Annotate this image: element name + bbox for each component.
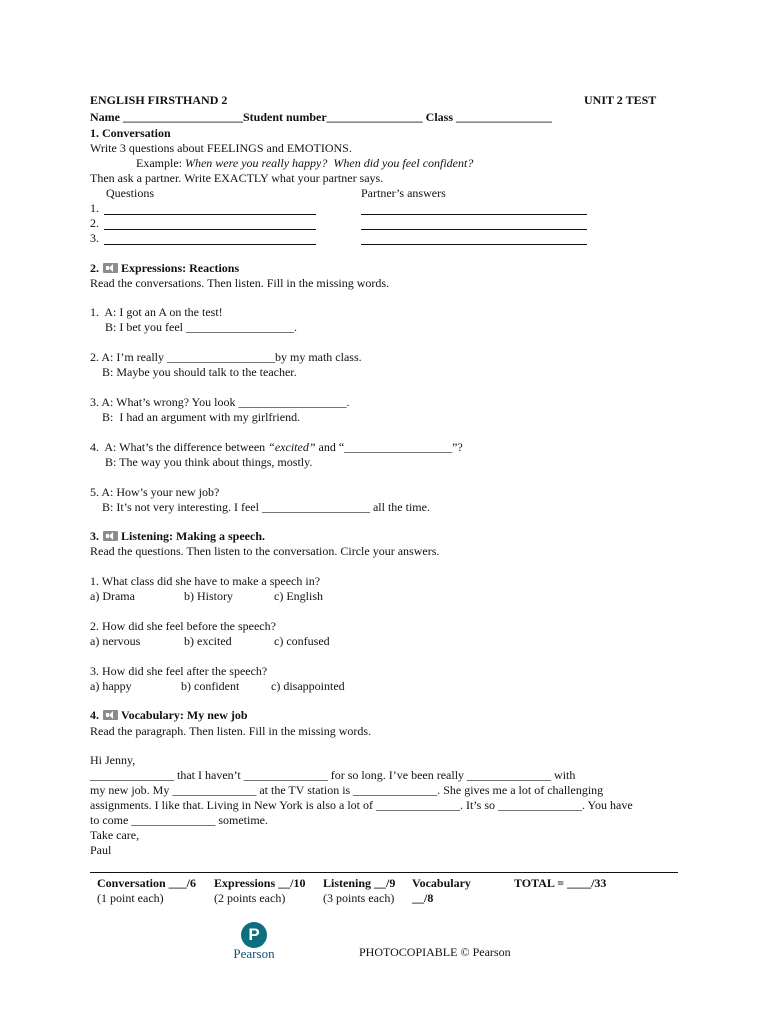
- speaker-icon: [103, 710, 118, 720]
- pearson-p-icon: P: [241, 922, 267, 948]
- question-row-number: 2.: [90, 216, 99, 230]
- answer-3-line[interactable]: [361, 244, 587, 245]
- speaker-icon: [103, 263, 118, 273]
- expression-5-b: B: It’s not very interesting. I feel __________________ all the time.: [90, 500, 430, 514]
- expression-2-b: B: Maybe you should talk to the teacher.: [90, 365, 297, 379]
- letter-line: Paul: [90, 843, 112, 857]
- letter-line: to come ______________ sometime.: [90, 813, 268, 827]
- score-divider: [90, 872, 678, 873]
- expression-3-b: B: I had an argument with my girlfriend.: [90, 410, 301, 424]
- section2-title: [90, 261, 239, 275]
- score-vocabulary-value: __/8: [412, 891, 434, 905]
- section3-title: [90, 529, 265, 543]
- listening-question-3: 3. How did she feel after the speech?: [90, 664, 268, 678]
- section1-title: 1. Conversation: [90, 126, 171, 140]
- example-label: Example:: [136, 156, 185, 170]
- letter-line: ______________ that I haven’t ______________ for so long. I’ve been really ______________ with: [90, 768, 576, 782]
- expression-4-a-pre: 4. A: What’s the difference between: [90, 440, 269, 454]
- expression-3-a: 3. A: What’s wrong? You look __________________.: [90, 395, 350, 409]
- section1-instruction: Write 3 questions about FEELINGS and EMOTIONS.: [90, 141, 352, 155]
- letter-line: Take care,: [90, 828, 140, 842]
- question-row-number: 1.: [90, 201, 99, 215]
- unit-title: UNIT 2 TEST: [584, 93, 657, 107]
- listening-q1-option-a[interactable]: a) Drama: [90, 589, 135, 603]
- pearson-logo: [224, 922, 284, 962]
- course-title: ENGLISH FIRSTHAND 2: [90, 93, 228, 107]
- listening-q1-option-c[interactable]: c) English: [274, 589, 323, 603]
- pearson-wordmark: Pearson: [233, 946, 275, 961]
- question-1-line[interactable]: [104, 214, 316, 215]
- section4-title-text: Vocabulary: My new job: [121, 708, 248, 722]
- section2-title-text: Expressions: Reactions: [121, 261, 240, 275]
- listening-q2-option-b[interactable]: b) excited: [184, 634, 232, 648]
- question-2-line[interactable]: [104, 229, 316, 230]
- section4-instruction: Read the paragraph. Then listen. Fill in the missing words.: [90, 724, 372, 738]
- score-conversation: Conversation ___/6: [97, 876, 196, 890]
- section1-instruction2: Then ask a partner. Write EXACTLY what your partner says.: [90, 171, 384, 185]
- listening-q2-option-a[interactable]: a) nervous: [90, 634, 141, 648]
- section4-number: 4.: [90, 708, 99, 722]
- listening-q2-option-c[interactable]: c) confused: [274, 634, 330, 648]
- section1-example: [136, 156, 473, 170]
- expression-4-b: B: The way you think about things, mostly.: [90, 455, 313, 469]
- letter-line: Hi Jenny,: [90, 753, 136, 767]
- listening-question-2: 2. How did she feel before the speech?: [90, 619, 276, 633]
- answers-header: Partner’s answers: [361, 186, 446, 200]
- copyright-notice: PHOTOCOPIABLE © Pearson: [359, 945, 511, 959]
- expression-4-a-post: and “__________________”?: [315, 440, 463, 454]
- score-expressions: Expressions __/10: [214, 876, 306, 890]
- section3-number: 3.: [90, 529, 99, 543]
- expression-5-a: 5. A: How’s your new job?: [90, 485, 220, 499]
- question-3-line[interactable]: [104, 244, 316, 245]
- section2-instruction: Read the conversations. Then listen. Fill in the missing words.: [90, 276, 390, 290]
- score-expressions-note: (2 points each): [214, 891, 286, 905]
- expression-4-a-italic: “excited”: [268, 440, 316, 454]
- answer-1-line[interactable]: [361, 214, 587, 215]
- questions-header: Questions: [106, 186, 154, 200]
- score-listening: Listening __/9: [323, 876, 396, 890]
- listening-q3-option-a[interactable]: a) happy: [90, 679, 132, 693]
- listening-question-1: 1. What class did she have to make a speech in?: [90, 574, 321, 588]
- answer-2-line[interactable]: [361, 229, 587, 230]
- question-row-number: 3.: [90, 231, 99, 245]
- listening-q3-option-c[interactable]: c) disappointed: [271, 679, 345, 693]
- letter-line: my new job. My ______________ at the TV station is ______________. She gives me a lot of challenging: [90, 783, 604, 797]
- score-conversation-note: (1 point each): [97, 891, 164, 905]
- expression-2-a: 2. A: I’m really __________________by my math class.: [90, 350, 362, 364]
- score-vocabulary: Vocabulary: [412, 876, 471, 890]
- listening-q3-option-b[interactable]: b) confident: [181, 679, 240, 693]
- expression-4-a: [90, 440, 463, 454]
- score-listening-note: (3 points each): [323, 891, 395, 905]
- section3-title-text: Listening: Making a speech.: [121, 529, 266, 543]
- speaker-icon: [103, 531, 118, 541]
- expression-1-a: 1. A: I got an A on the test!: [90, 305, 223, 319]
- section3-instruction: Read the questions. Then listen to the conversation. Circle your answers.: [90, 544, 440, 558]
- expression-1-b: B: I bet you feel __________________.: [90, 320, 297, 334]
- score-total: TOTAL = ____/33: [514, 876, 607, 890]
- example-text: When were you really happy? When did you feel confident?: [184, 156, 474, 170]
- section2-number: 2.: [90, 261, 99, 275]
- section4-title: [90, 708, 248, 722]
- student-info-line: Name ____________________Student number________________ Class ________________: [90, 110, 553, 124]
- listening-q1-option-b[interactable]: b) History: [184, 589, 233, 603]
- letter-line: assignments. I like that. Living in New York is also a lot of ______________. It’s so ______________. You have: [90, 798, 633, 812]
